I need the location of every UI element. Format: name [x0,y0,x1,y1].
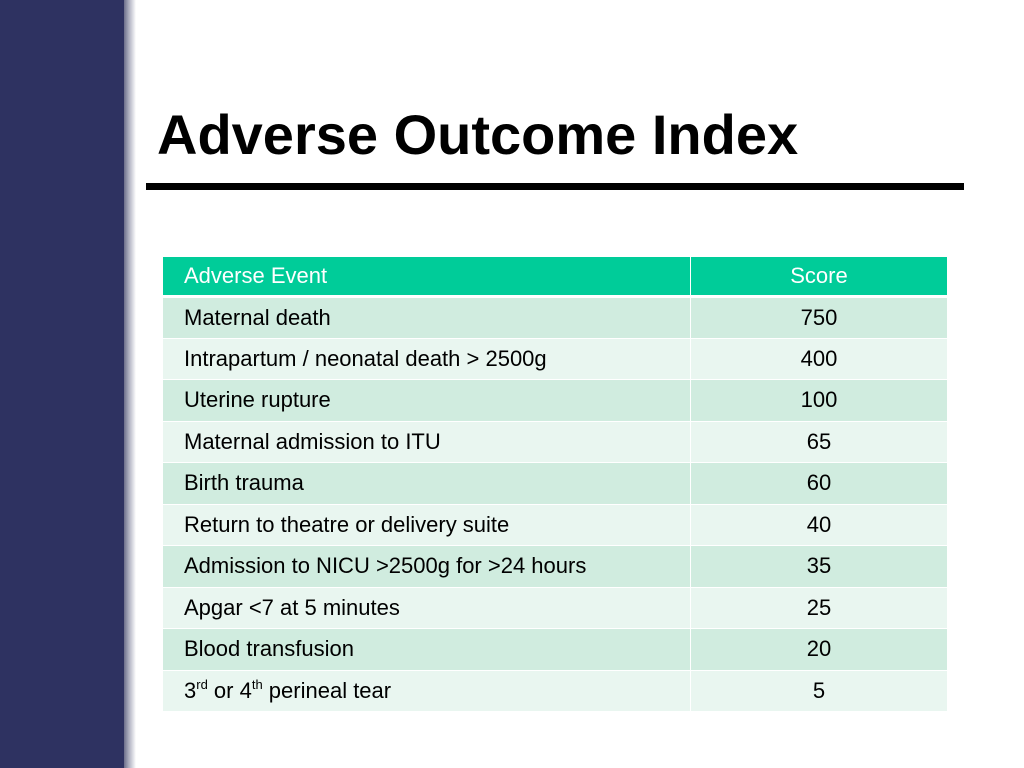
ordinal-number: 3 [184,677,197,703]
event-cell: Blood transfusion [163,629,691,671]
adverse-outcome-table [162,256,947,712]
score-cell: 100 [691,380,948,422]
event-cell: Apgar <7 at 5 minutes [163,587,691,629]
sidebar-shadow [124,0,136,768]
title-underline [146,183,964,190]
event-cell: Intrapartum / neonatal death > 2500g [163,338,691,380]
table-row [163,670,948,712]
event-cell: Maternal admission to ITU [163,421,691,463]
score-cell: 35 [691,546,948,588]
score-cell: 5 [691,670,948,712]
left-sidebar-band [0,0,124,768]
score-cell: 60 [691,463,948,505]
table-row [163,463,948,505]
event-cell: Maternal death [163,297,691,339]
score-cell: 400 [691,338,948,380]
event-cell: Return to theatre or delivery suite [163,504,691,546]
ordinal-suffix: rd [196,676,208,692]
header-adverse-event: Adverse Event [163,257,691,297]
ordinal-connector: or 4 [207,677,252,703]
event-cell: Uterine rupture [163,380,691,422]
table-row [163,297,948,339]
score-cell: 25 [691,587,948,629]
score-cell: 65 [691,421,948,463]
score-cell: 40 [691,504,948,546]
score-cell: 750 [691,297,948,339]
table-row [163,546,948,588]
table-header-row [163,257,948,297]
event-cell: Birth trauma [163,463,691,505]
score-cell: 20 [691,629,948,671]
table-row [163,380,948,422]
table-row [163,629,948,671]
table-row [163,504,948,546]
event-cell-perineal-tear [163,670,691,712]
ordinal-suffix: th [251,676,263,692]
event-cell: Admission to NICU >2500g for >24 hours [163,546,691,588]
slide-title: Adverse Outcome Index [157,103,799,166]
table-row [163,421,948,463]
header-score: Score [691,257,948,297]
table-row [163,587,948,629]
table-row [163,338,948,380]
event-text: perineal tear [262,677,392,703]
score-table [162,256,948,712]
